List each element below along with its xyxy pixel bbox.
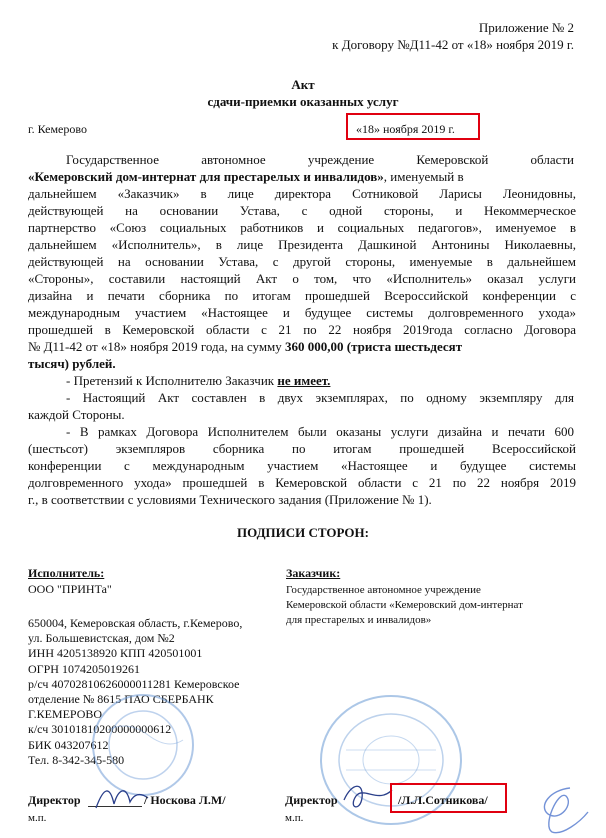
executor-detail-line: отделение № 8615 ПАО СБЕРБАНК [28,692,214,707]
paragraph-line: «Стороны», составили настоящий Акт о том, что «Исполнитель» оказал услуги [28,271,576,286]
signatures-title: ПОДПИСИ СТОРОН: [237,525,369,540]
services-line: - В рамках Договора Исполнителем были оказаны услуги дизайна и печати 600 [66,424,574,439]
date-highlight-box [346,113,480,140]
executor-name: ООО "ПРИНТа" [28,582,112,596]
customer-details [286,583,523,628]
paragraph-line: дальнейшем «Заказчик» в лице директора Сотниковой Ларисы Леонидовны, [28,186,576,201]
executor-detail-line: р/сч 40702810626000011281 Кемеровское [28,676,240,691]
executor-director-label: Директор [28,793,81,807]
executor-detail-line: ОГРН 1074205019261 [28,661,140,676]
services-line: г., в соответствии с условиями Технического задания (Приложение № 1). [28,492,432,507]
contract-amount: 360 000,00 (триста шестьдесят [285,339,463,354]
executor-signature-icon [92,780,152,814]
services-line: долговременного ухода» прошедшей в Кемеровской области с 21 по 22 ноября 2019 [28,475,576,490]
executor-detail-line: к/сч 30101810200000000612 [28,722,172,737]
customer-signature-icon [338,778,398,814]
services-line: (шестьсот) экземпляров сборника по итогам прошедшей Всероссийской [28,441,576,456]
paragraph-line: № Д11-42 от «18» ноября 2019 года, на сумму 360 000,00 (триста шестьдесят [28,339,463,354]
paragraph-line: дизайна и печати сборника по итогам прошедшей Всероссийской конференции с [28,288,576,303]
place-label: г. Кемерово [28,122,87,136]
executor-detail-line: ул. Большевистская, дом №2 [28,631,175,646]
director-name-highlight-box [390,783,507,813]
customer-label: Заказчик: [286,566,341,580]
paragraph-line: «Кемеровский дом-интернат для престарелых и инвалидов», именуемый в [28,169,464,184]
services-line: конференции с международным участием «Настоящее и будущее системы [28,458,576,473]
paragraph-line: действующей на основании Устава, с другой стороны, именуемые в дальнейшем [28,254,576,269]
customer-detail-line: Государственное автономное учреждение [286,584,481,596]
document-subtitle: сдачи-приемки оказанных услуг [207,94,399,109]
paragraph-line: дальнейшем «Исполнитель», в лице Президента Дашкиной Антонины Николаевны, [28,237,576,252]
executor-detail-line: Г.КЕМЕРОВО [28,707,103,722]
customer-detail-line: Кемеровской области «Кемеровский дом-интернат [286,599,523,611]
paragraph-line: Государственное автономное учреждение Кемеровской области [66,152,574,167]
customer-detail-line: для престарелых и инвалидов» [286,614,432,626]
executor-detail-line: Тел. 8-342-345-580 [28,752,125,767]
act-date: «18» ноября 2019 г. [356,122,455,136]
executor-detail-line: ИНН 4205138920 КПП 420501001 [28,646,203,661]
appendix-label: Приложение № 2 [478,20,574,35]
executor-seal-mark: м.п. [28,812,47,824]
paragraph-line: партнерство «Союз социальных работников и социальных педагогов», именуемое в [28,220,576,235]
executor-director-name: / Носкова Л.М/ [144,793,226,807]
copies-line: каждой Стороны. [28,407,125,422]
executor-label: Исполнитель: [28,566,105,580]
contract-reference: к Договору №Д11-42 от «18» ноября 2019 г. [332,37,574,52]
paragraph-line: тысяч) рублей. [28,356,116,371]
paragraph-line: действующей на основании Устава, с одной стороны, и Некоммерческое [28,203,576,218]
claims-text: - Претензий к Исполнителю Заказчик [66,373,278,388]
customer-seal-mark: м.п. [285,812,304,824]
customer-director-name: /Л.Л.Сотникова/ [398,793,488,807]
customer-name-inline: «Кемеровский дом-интернат для престарелых и инвалидов» [28,169,384,184]
executor-detail-line: 650004, Кемеровская область, г.Кемерово, [28,616,243,630]
customer-flourish-icon [530,782,592,836]
document-title: Акт [291,77,315,92]
customer-director-label: Директор [285,793,338,807]
executor-detail-line: БИК 043207612 [28,737,109,752]
claims-value: не имеет. [277,373,331,388]
copies-line: - Настоящий Акт составлен в двух экземплярах, по одному экземпляру для [66,390,574,405]
claims-line [66,373,330,389]
paragraph-line: международным участием «Настоящее и будущее системы долговременного ухода» [28,305,576,320]
paragraph-line: прошедшей в Кемеровской области с 21 по 22 ноября 2019года согласно Договора [28,322,576,337]
